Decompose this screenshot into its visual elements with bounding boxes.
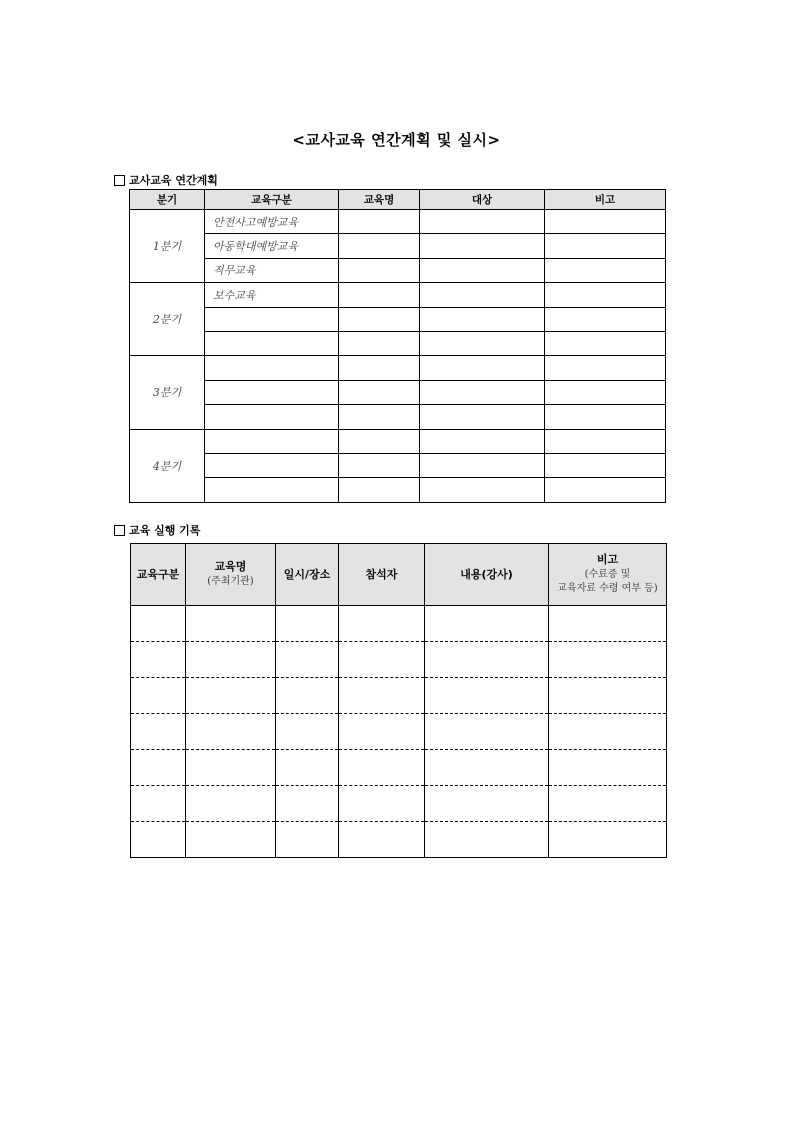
record-note-cell[interactable] — [549, 642, 667, 678]
plan-target-cell[interactable] — [420, 331, 545, 355]
plan-row — [130, 429, 666, 453]
header-target: 대상 — [420, 190, 545, 210]
record-attendees-cell[interactable] — [339, 822, 425, 858]
record-datetime-cell[interactable] — [276, 750, 339, 786]
record-content-cell[interactable] — [425, 678, 549, 714]
record-attendees-cell[interactable] — [339, 606, 425, 642]
record-header-note-sub1: (수료증 및 — [584, 568, 631, 580]
record-row — [131, 642, 667, 678]
plan-note-cell[interactable] — [545, 453, 666, 477]
plan-course-name-cell[interactable] — [339, 453, 420, 477]
quarter-label: 3분기 — [130, 356, 205, 429]
plan-note-cell[interactable] — [545, 356, 666, 380]
plan-category-cell[interactable] — [205, 478, 339, 502]
record-datetime-cell[interactable] — [276, 606, 339, 642]
record-category-cell[interactable] — [131, 822, 186, 858]
record-header-course-name — [186, 544, 276, 606]
record-course-name-cell[interactable] — [186, 678, 276, 714]
record-content-cell[interactable] — [425, 642, 549, 678]
plan-row — [130, 380, 666, 404]
plan-course-name-cell[interactable] — [339, 307, 420, 331]
record-attendees-cell[interactable] — [339, 786, 425, 822]
plan-category-cell[interactable] — [205, 380, 339, 404]
record-course-name-cell[interactable] — [186, 750, 276, 786]
plan-category-cell[interactable] — [205, 453, 339, 477]
plan-target-cell[interactable] — [420, 210, 545, 234]
record-header-datetime: 일시/장소 — [276, 544, 339, 606]
record-content-cell[interactable] — [425, 714, 549, 750]
plan-category-cell[interactable] — [205, 356, 339, 380]
record-course-name-cell[interactable] — [186, 606, 276, 642]
plan-section-title: 교사교육 연간계획 — [129, 174, 218, 187]
plan-course-name-cell[interactable] — [339, 356, 420, 380]
plan-row — [130, 283, 666, 307]
plan-target-cell[interactable] — [420, 429, 545, 453]
record-row — [131, 714, 667, 750]
plan-target-cell[interactable] — [420, 258, 545, 282]
record-category-cell[interactable] — [131, 786, 186, 822]
plan-row — [130, 331, 666, 355]
plan-course-name-cell[interactable] — [339, 234, 420, 258]
header-course-name: 교육명 — [339, 190, 420, 210]
plan-target-cell[interactable] — [420, 405, 545, 429]
plan-row — [130, 405, 666, 429]
checkbox-square-icon — [114, 175, 125, 186]
record-category-cell[interactable] — [131, 714, 186, 750]
plan-category-cell[interactable] — [205, 331, 339, 355]
record-datetime-cell[interactable] — [276, 786, 339, 822]
plan-row — [130, 307, 666, 331]
record-row — [131, 786, 667, 822]
record-section-title: 교육 실행 기록 — [129, 524, 201, 537]
plan-target-cell[interactable] — [420, 478, 545, 502]
record-note-cell[interactable] — [549, 750, 667, 786]
plan-note-cell[interactable] — [545, 429, 666, 453]
plan-target-cell[interactable] — [420, 234, 545, 258]
record-attendees-cell[interactable] — [339, 642, 425, 678]
record-note-cell[interactable] — [549, 822, 667, 858]
record-attendees-cell[interactable] — [339, 714, 425, 750]
record-content-cell[interactable] — [425, 750, 549, 786]
record-note-cell[interactable] — [549, 714, 667, 750]
plan-category-cell[interactable] — [205, 405, 339, 429]
record-header-note — [549, 544, 667, 606]
record-course-name-cell[interactable] — [186, 714, 276, 750]
plan-category-cell[interactable] — [205, 307, 339, 331]
header-quarter: 분기 — [130, 190, 205, 210]
record-header-course-name-label: 교육명 — [214, 560, 247, 574]
record-note-cell[interactable] — [549, 606, 667, 642]
plan-category-cell[interactable]: 아동학대예방교육 — [205, 234, 339, 258]
record-row — [131, 678, 667, 714]
plan-note-cell[interactable] — [545, 380, 666, 404]
record-category-cell[interactable] — [131, 750, 186, 786]
plan-course-name-cell[interactable] — [339, 380, 420, 404]
plan-course-name-cell[interactable] — [339, 258, 420, 282]
record-datetime-cell[interactable] — [276, 714, 339, 750]
plan-row — [130, 356, 666, 380]
record-course-name-cell[interactable] — [186, 786, 276, 822]
plan-note-cell[interactable] — [545, 405, 666, 429]
record-attendees-cell[interactable] — [339, 750, 425, 786]
plan-row — [130, 478, 666, 502]
plan-category-cell[interactable]: 안전사고예방교육 — [205, 210, 339, 234]
training-record-table — [130, 543, 667, 858]
document-title: <교사교육 연간계획 및 실시> — [292, 131, 501, 149]
record-note-cell[interactable] — [549, 678, 667, 714]
plan-course-name-cell[interactable] — [339, 283, 420, 307]
record-header-category: 교육구분 — [131, 544, 186, 606]
record-note-cell[interactable] — [549, 786, 667, 822]
record-header-course-name-sub: (주최기관) — [207, 576, 254, 588]
record-content-cell[interactable] — [425, 822, 549, 858]
record-category-cell[interactable] — [131, 642, 186, 678]
header-category: 교육구분 — [205, 190, 339, 210]
plan-target-cell[interactable] — [420, 453, 545, 477]
record-header-content: 내용(강사) — [425, 544, 549, 606]
record-category-cell[interactable] — [131, 678, 186, 714]
plan-row — [130, 234, 666, 258]
plan-category-cell[interactable]: 직무교육 — [205, 258, 339, 282]
plan-section-heading — [114, 172, 218, 188]
plan-note-cell[interactable] — [545, 234, 666, 258]
plan-category-cell[interactable]: 보수교육 — [205, 283, 339, 307]
plan-note-cell[interactable] — [545, 307, 666, 331]
plan-course-name-cell[interactable] — [339, 210, 420, 234]
annual-plan-table — [129, 189, 666, 503]
record-row — [131, 606, 667, 642]
plan-note-cell[interactable] — [545, 331, 666, 355]
record-header-attendees: 참석자 — [339, 544, 425, 606]
plan-category-cell[interactable] — [205, 429, 339, 453]
record-section-heading — [114, 522, 200, 538]
plan-course-name-cell[interactable] — [339, 429, 420, 453]
quarter-label: 2분기 — [130, 283, 205, 356]
plan-header-row — [130, 190, 666, 210]
plan-row — [130, 453, 666, 477]
record-header-note-label: 비고 — [596, 553, 619, 567]
plan-target-cell[interactable] — [420, 307, 545, 331]
record-datetime-cell[interactable] — [276, 822, 339, 858]
plan-course-name-cell[interactable] — [339, 331, 420, 355]
plan-target-cell[interactable] — [420, 356, 545, 380]
record-header-note-sub2: 교육자료 수령 여부 등) — [557, 583, 658, 595]
record-datetime-cell[interactable] — [276, 678, 339, 714]
record-course-name-cell[interactable] — [186, 642, 276, 678]
record-attendees-cell[interactable] — [339, 678, 425, 714]
plan-note-cell[interactable] — [545, 210, 666, 234]
plan-note-cell[interactable] — [545, 478, 666, 502]
plan-course-name-cell[interactable] — [339, 405, 420, 429]
plan-target-cell[interactable] — [420, 283, 545, 307]
record-datetime-cell[interactable] — [276, 642, 339, 678]
header-note: 비고 — [545, 190, 666, 210]
quarter-label: 4분기 — [130, 429, 205, 502]
record-course-name-cell[interactable] — [186, 822, 276, 858]
plan-note-cell[interactable] — [545, 283, 666, 307]
plan-row — [130, 258, 666, 282]
record-content-cell[interactable] — [425, 786, 549, 822]
record-header-row — [131, 544, 667, 606]
record-row — [131, 750, 667, 786]
plan-target-cell[interactable] — [420, 380, 545, 404]
plan-note-cell[interactable] — [545, 258, 666, 282]
checkbox-square-icon — [114, 525, 125, 536]
record-category-cell[interactable] — [131, 606, 186, 642]
record-content-cell[interactable] — [425, 606, 549, 642]
record-row — [131, 822, 667, 858]
quarter-label: 1분기 — [130, 210, 205, 283]
plan-course-name-cell[interactable] — [339, 478, 420, 502]
plan-row — [130, 210, 666, 234]
